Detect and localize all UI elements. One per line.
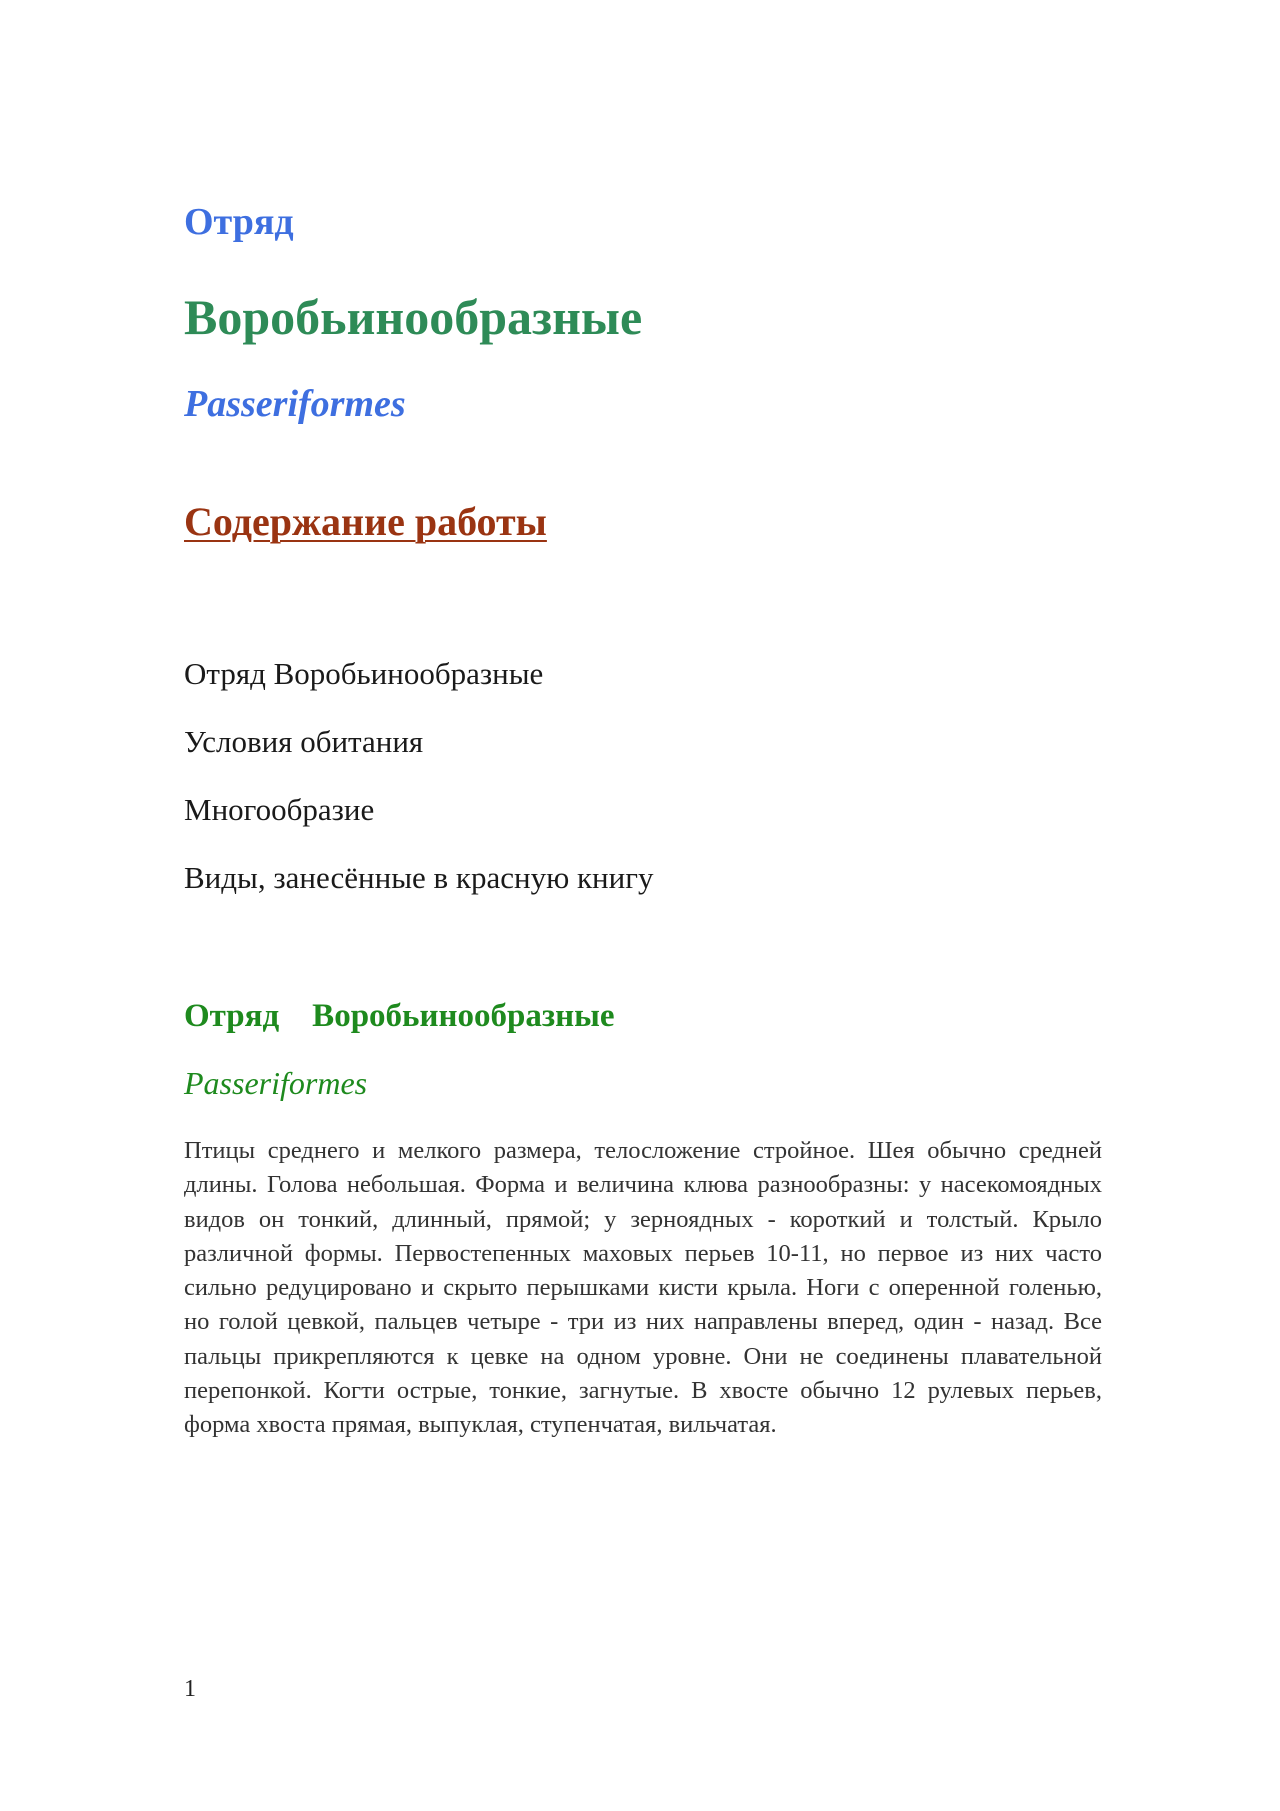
contents-list: [184, 654, 653, 926]
section-heading: Отряд Воробьинообразные: [184, 998, 615, 1034]
section-latin-name: Passeriformes: [184, 1065, 368, 1101]
page-number: 1: [184, 1676, 196, 1702]
contents-heading: Содержание работы: [184, 499, 547, 544]
title-latin: Passeriformes: [184, 383, 406, 425]
title-order: Отряд: [184, 201, 294, 243]
title-name: Воробьинообразные: [184, 289, 643, 345]
contents-item: Отряд Воробьинообразные: [184, 656, 544, 691]
contents-item: Многообразие: [184, 792, 375, 827]
contents-item: Виды, занесённые в красную книгу: [184, 860, 654, 895]
section-body-paragraph: Птицы среднего и мелкого размера, телосложение стройное. Шея обычно средней длины. Голова небольшая. Форма и величина клюва разнообразны: у насекомоядных видов он тонкий, длинный, прямой; у зерноядных - короткий и толстый. Крыло различной формы. Первостепенных маховых перьев 10-11, но первое из них часто сильно редуцировано и скрыто перышками кисти крыла. Ноги с оперенной голенью, но голой цевкой, пальцев четыре - три из них направлены вперед, один - назад. Все пальцы прикрепляются к цевке на одном уровне. Они не соединены плавательной перепонкой. Когти острые, тонкие, загнутые. В хвосте обычно 12 рулевых перьев, форма хвоста прямая, выпуклая, ступенчатая, вильчатая.: [184, 1137, 1102, 1439]
contents-item: Условия обитания: [184, 724, 424, 759]
